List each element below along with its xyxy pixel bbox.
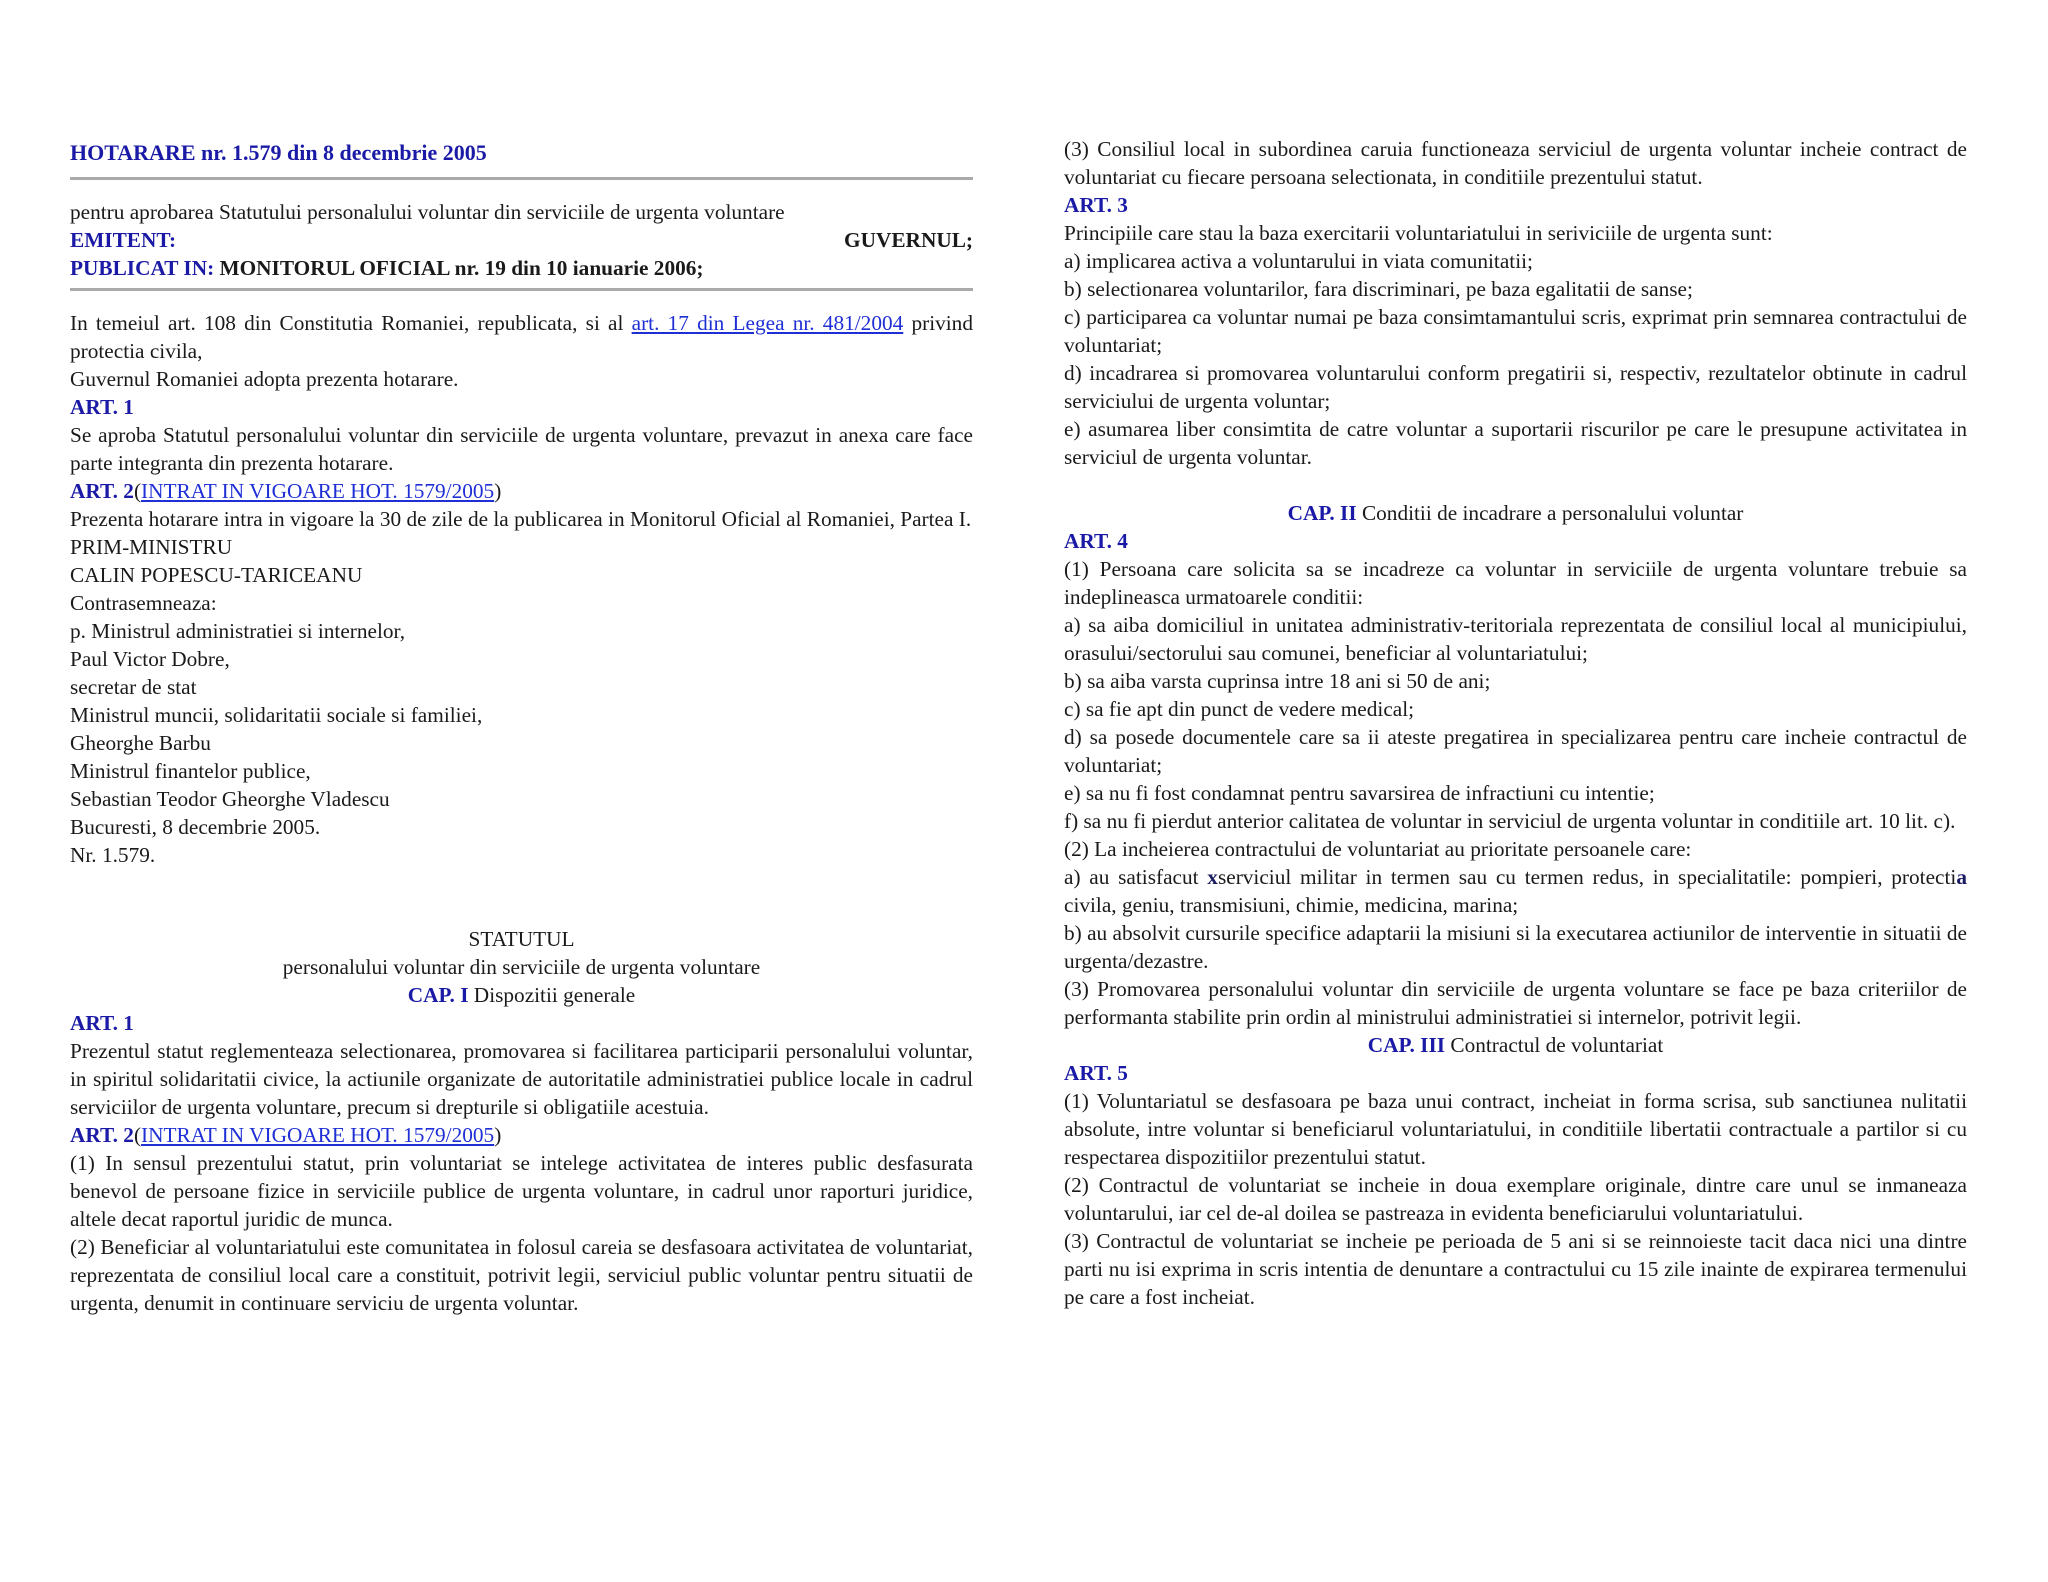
statut-art1-text: Prezentul statut reglementeaza selectionarea, promovarea si facilitarea participarii personalului voluntar, in spiritul solidaritatii civice, la actiunile organizate de autoritatile administratiei publice locale in cadrul serviciilor de urgenta voluntare, precum si drepturile si obligatiile acestuia. bbox=[70, 1039, 973, 1119]
emitent-value: GUVERNUL; bbox=[844, 228, 973, 252]
statut-subtitle: personalului voluntar din serviciile de urgenta voluntare bbox=[282, 955, 761, 979]
title-divider bbox=[70, 177, 973, 180]
temei-text-2: privind protectia civila, bbox=[70, 311, 973, 363]
art4-para-1: (1) Persoana care solicita sa se incadreze ca voluntar in serviciile de urgenta voluntare trebuie sa indeplineasca urmatoarele conditii: bbox=[1064, 557, 1967, 609]
art2-heading-row: ART. 2(INTRAT IN VIGOARE HOT. 1579/2005) bbox=[70, 479, 502, 503]
art3-item: a) implicarea activa a voluntarului in viata comunitatii; bbox=[1064, 249, 1533, 273]
signature-line: Sebastian Teodor Gheorghe Vladescu bbox=[70, 787, 390, 811]
statut-title: STATUTUL bbox=[468, 927, 575, 951]
art4-item: a) sa aiba domiciliul in unitatea administrativ-teritoriala reprezentata de consiliul local al municipiului, orasului/sectorului sau comunei, beneficiar al voluntariatului; bbox=[1064, 613, 1967, 665]
signature-line: Paul Victor Dobre, bbox=[70, 647, 230, 671]
cap1-title: Dispozitii generale bbox=[468, 983, 636, 1007]
art4-para-2: (2) La incheierea contractului de voluntariat au prioritate persoanele care: bbox=[1064, 837, 1692, 861]
signature-block bbox=[70, 533, 973, 869]
cap1-label: CAP. I bbox=[407, 983, 469, 1007]
art4-p2a-mark-1: x bbox=[1207, 865, 1218, 889]
art1-text: Se aproba Statutul personalului voluntar din serviciile de urgenta voluntare, prevazut in anexa care face parte integranta din prezenta hotarare. bbox=[70, 423, 973, 475]
signature-line: Nr. 1.579. bbox=[70, 843, 156, 867]
art3-item: d) incadrarea si promovarea voluntarului conform pregatirii si, respectiv, rezultatelor obtinute in cadrul serviciului de urgenta voluntar; bbox=[1064, 361, 1967, 413]
art4-item: f) sa nu fi pierdut anterior calitatea de voluntar in serviciul de urgenta voluntar in conditiile art. 10 lit. c). bbox=[1064, 809, 1956, 833]
emitent-row bbox=[70, 226, 973, 254]
lege-481-link[interactable]: art. 17 din Legea nr. 481/2004 bbox=[631, 311, 904, 335]
document-title: HOTARARE nr. 1.579 din 8 decembrie 2005 bbox=[70, 140, 487, 165]
art5-para-2: (2) Contractul de voluntariat se incheie in doua exemplare originale, dintre care unul se inmaneaza voluntarului, iar cel de-al doilea se pastreaza in evidenta beneficiarului voluntariatului. bbox=[1064, 1173, 1967, 1225]
cap3-heading bbox=[1064, 1031, 1967, 1059]
art4-item: c) sa fie apt din punct de vedere medical; bbox=[1064, 697, 1415, 721]
cap1-heading bbox=[70, 981, 973, 1009]
cap2-label: CAP. II bbox=[1287, 501, 1357, 525]
signature-line: PRIM-MINISTRU bbox=[70, 535, 233, 559]
art4-p2a-text-1: a) au satisfacut bbox=[1064, 865, 1208, 889]
art4-p2a-text-3: civila, geniu, transmisiuni, chimie, medicina, marina; bbox=[1064, 893, 1519, 917]
temei-text-1: In temeiul art. 108 din Constitutia Romaniei, republicata, si al bbox=[70, 311, 632, 335]
art1-heading: ART. 1 bbox=[70, 395, 134, 419]
right-column bbox=[1064, 135, 1967, 1311]
signature-line: CALIN POPESCU-TARICEANU bbox=[70, 563, 363, 587]
art2-text: Prezenta hotarare intra in vigoare la 30 de zile de la publicarea in Monitorul Oficial al Romaniei, Partea I. bbox=[70, 507, 972, 531]
statut-art2-para-1: (1) In sensul prezentului statut, prin voluntariat se intelege activitatea de interes public desfasurata benevol de persoane fizice in serviciile publice de urgenta voluntare, in cadrul unor raporturi juridice, altele decat raportul juridic de munca. bbox=[70, 1151, 973, 1231]
cap2-title: Conditii de incadrare a personalului voluntar bbox=[1356, 501, 1744, 525]
publicat-label: PUBLICAT IN: bbox=[70, 256, 215, 280]
signature-line: Gheorghe Barbu bbox=[70, 731, 211, 755]
art2-heading: ART. 2 bbox=[70, 479, 134, 503]
emitent-label: EMITENT: bbox=[70, 228, 177, 252]
signature-line: secretar de stat bbox=[70, 675, 197, 699]
header-divider bbox=[70, 288, 973, 291]
statut-art2-para-2: (2) Beneficiar al voluntariatului este comunitatea in folosul careia se desfasoara activitatea de voluntariat, reprezentata de consiliul local care a constituit, potrivit legii, serviciul public voluntar pentru situatii de urgenta, denumit in continuare serviciu de urgenta voluntar. bbox=[70, 1235, 973, 1315]
cap3-label: CAP. III bbox=[1367, 1033, 1446, 1057]
temei-paragraph bbox=[70, 309, 973, 365]
art4-para-3: (3) Promovarea personalului voluntar din serviciile de urgenta voluntare se face pe baza criteriilor de performanta stabilite prin ordin al ministrului administratiei si internelor, potrivit legii. bbox=[1064, 977, 1967, 1029]
publicat-value: MONITORUL OFICIAL nr. 19 din 10 ianuarie 2006; bbox=[219, 256, 704, 280]
art3-item: b) selectionarea voluntarilor, fara discriminari, pe baza egalitatii de sanse; bbox=[1064, 277, 1693, 301]
cap3-title: Contractul de voluntariat bbox=[1445, 1033, 1664, 1057]
publicat-row bbox=[70, 254, 973, 282]
statut-art2-heading: ART. 2 bbox=[70, 1123, 134, 1147]
art4-item: e) sa nu fi fost condamnat pentru savarsirea de infractiuni cu intentie; bbox=[1064, 781, 1655, 805]
art5-para-1: (1) Voluntariatul se desfasoara pe baza unui contract, incheiat in forma scrisa, sub sanctiunea nulitatii absolute, intre voluntar si beneficiarul voluntariatului, in conditiile libertatii contractuale a partilor si cu respectarea dispozitiilor prezentului statut. bbox=[1064, 1089, 1967, 1169]
signature-line: p. Ministrul administratiei si internelor, bbox=[70, 619, 406, 643]
art3-heading: ART. 3 bbox=[1064, 193, 1128, 217]
art3-intro: Principiile care stau la baza exercitarii voluntariatului in seriviciile de urgenta sunt: bbox=[1064, 221, 1773, 245]
art4-item: d) sa posede documentele care sa ii ateste pregatirea in specializarea pentru care incheie contractul de voluntariat; bbox=[1064, 725, 1967, 777]
art4-p2a-mark-2: a bbox=[1956, 865, 1967, 889]
statut-art2-intrat-link[interactable]: INTRAT IN VIGOARE HOT. 1579/2005 bbox=[141, 1123, 495, 1147]
art4-heading: ART. 4 bbox=[1064, 529, 1128, 553]
signature-line: Bucuresti, 8 decembrie 2005. bbox=[70, 815, 321, 839]
art2-para-3: (3) Consiliul local in subordinea caruia functioneaza serviciul de urgenta voluntar incheie contract de voluntariat cu fiecare persoana selectionata, in conditiile prezentului statut. bbox=[1064, 137, 1967, 189]
statut-art1-heading: ART. 1 bbox=[70, 1011, 134, 1035]
cap2-heading bbox=[1064, 499, 1967, 527]
art4-para-2a bbox=[1064, 863, 1967, 919]
art2-intrat-link[interactable]: INTRAT IN VIGOARE HOT. 1579/2005 bbox=[141, 479, 495, 503]
art4-para-2b: b) au absolvit cursurile specifice adaptarii la misiuni si la executarea actiunilor de interventie in situatii de urgenta/dezastre. bbox=[1064, 921, 1967, 973]
art5-para-3: (3) Contractul de voluntariat se incheie pe perioada de 5 ani si se reinnoieste tacit daca nici una dintre parti nu isi exprima in scris intentia de denuntare a contractului cu 15 zile inainte de expirarea termenului pe care a fost incheiat. bbox=[1064, 1229, 1967, 1309]
left-column bbox=[70, 135, 973, 1317]
art3-item: e) asumarea liber consimtita de catre voluntar a suportarii riscurilor pe care le presupune activitatea in serviciul de urgenta voluntar. bbox=[1064, 417, 1967, 469]
art4-item: b) sa aiba varsta cuprinsa intre 18 ani si 50 de ani; bbox=[1064, 669, 1491, 693]
art4-p2a-text-2: serviciul militar in termen sau cu termen redus, in specialitatile: pompieri, protecti bbox=[1217, 865, 1957, 889]
signature-line: Ministrul finantelor publice, bbox=[70, 759, 311, 783]
art3-item: c) participarea ca voluntar numai pe baza consimtamantului scris, exprimat prin semnarea contractului de voluntariat; bbox=[1064, 305, 1967, 357]
signature-line: Contrasemneaza: bbox=[70, 591, 217, 615]
document-subtitle: pentru aprobarea Statutului personalului voluntar din serviciile de urgenta voluntare bbox=[70, 200, 785, 224]
art5-heading: ART. 5 bbox=[1064, 1061, 1128, 1085]
guvernul-text: Guvernul Romaniei adopta prezenta hotarare. bbox=[70, 367, 459, 391]
statut-art2-heading-row: ART. 2(INTRAT IN VIGOARE HOT. 1579/2005) bbox=[70, 1123, 502, 1147]
signature-line: Ministrul muncii, solidaritatii sociale si familiei, bbox=[70, 703, 483, 727]
